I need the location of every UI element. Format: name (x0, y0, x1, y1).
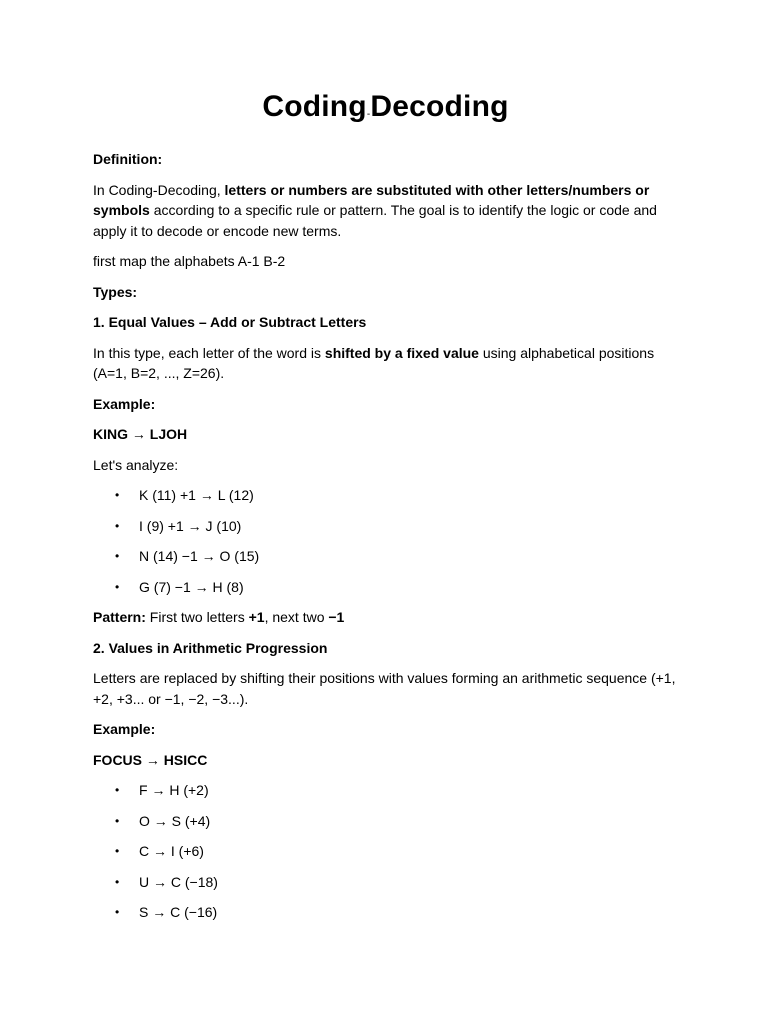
list-item: • C → I (+6) (93, 841, 678, 862)
definition-rest: according to a specific rule or pattern. The goal is to identify the logic or code and apply it to decode or encode new terms. (93, 202, 657, 239)
type1-heading: 1. Equal Values – Add or Subtract Letters (93, 314, 367, 330)
pattern-minus: −1 (328, 609, 345, 625)
pattern-text1: First two letters (145, 609, 249, 625)
list-item: • O → S (+4) (93, 811, 678, 832)
title-separator: - (366, 109, 371, 120)
type1-desc-post: using alphabetical positions (A=1, B=2, ..., Z=26). (93, 344, 655, 381)
definition-bold: letters or numbers are substituted with other letters/numbers or symbols (93, 181, 650, 218)
type1-example-label: Example: (93, 395, 156, 412)
definition-heading: Definition: (93, 151, 163, 167)
list-item: • G (7) −1 → H (8) (93, 577, 678, 598)
type2-description: Letters are replaced by shifting their positions with values forming an arithmetic sequence (+1, +2, +3... or −1, −2, −3...). (93, 670, 676, 707)
map-note: first map the alphabets A-1 B-2 (93, 253, 286, 269)
type1-desc-bold: shifted by a fixed value (324, 344, 479, 361)
type2-example-label: Example: (93, 721, 156, 737)
type1-steps-list (93, 485, 678, 597)
list-item: • K (11) +1 → L (12) (93, 485, 678, 506)
title-part2: Decoding (370, 90, 509, 123)
pattern-text2: , next two (264, 609, 329, 625)
definition-paragraph (93, 180, 678, 242)
page-title (93, 88, 678, 134)
pattern-plus: +1 (248, 609, 265, 625)
type1-description (93, 343, 678, 384)
pattern-label: Pattern: (93, 609, 146, 625)
type2-heading: 2. Values in Arithmetic Progression (93, 639, 328, 656)
list-item: • F → H (+2) (93, 780, 678, 801)
types-heading: Types: (93, 283, 138, 300)
title-part1: Coding (262, 90, 367, 123)
type2-example: FOCUS → HSICC (93, 751, 208, 768)
definition-intro: In Coding-Decoding, (93, 181, 225, 198)
type1-analyze: Let's analyze: (93, 456, 179, 473)
list-item: • U → C (−18) (93, 872, 678, 893)
type1-example: KING → LJOH (93, 426, 188, 442)
list-item: • N (14) −1 → O (15) (93, 546, 678, 567)
type1-desc-pre: In this type, each letter of the word is (93, 344, 325, 361)
type2-steps-list (93, 780, 678, 923)
type1-pattern (93, 607, 678, 628)
list-item: • S → C (−16) (93, 902, 678, 923)
list-item: • I (9) +1 → J (10) (93, 516, 678, 537)
document-page (93, 88, 678, 933)
